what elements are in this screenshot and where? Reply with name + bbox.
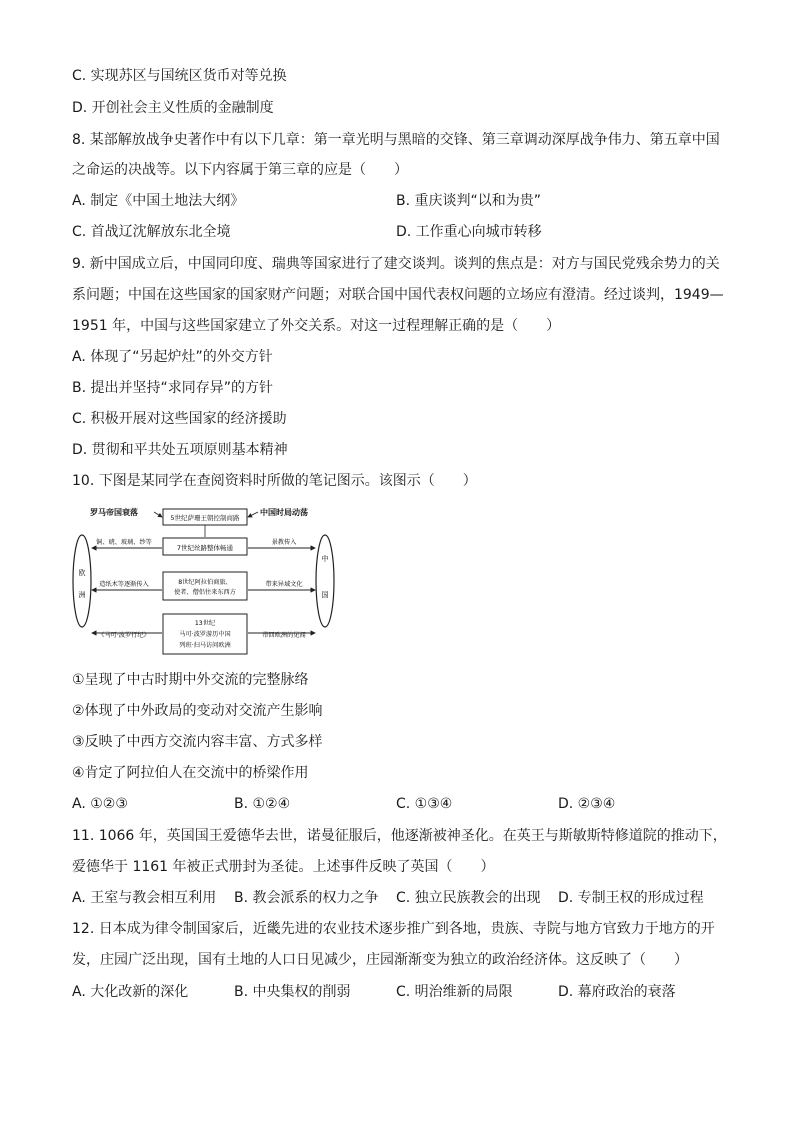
q12-option-b: B. 中央集权的削弱 xyxy=(234,984,351,1000)
diagram-box-13c-line1: 13世纪 xyxy=(194,620,216,627)
q12-options-row xyxy=(72,982,732,1002)
q8-options-row1 xyxy=(72,191,732,211)
q8-option-a: A. 制定《中国土地法大纲》 xyxy=(72,193,245,209)
q11-option-a: A. 王室与教会相互利用 xyxy=(72,890,217,906)
diagram-china-oval xyxy=(316,535,334,627)
q8-options-row2 xyxy=(72,222,732,242)
diagram-right-label-2: 带来异域文化 xyxy=(265,581,303,588)
q9-stem-line3: 1951 年，中国与这些国家建立了外交关系。对这一过程理解正确的是（ ） xyxy=(72,318,561,334)
q9-stem-line2: 系问题；中国在这些国家的国家财产问题；对联合国中国代表权问题的立场应有澄清。经过谈判，1949— xyxy=(72,287,724,303)
q11-options-row xyxy=(72,888,732,908)
q10-stem: 10. 下图是某同学在查阅资料时所做的笔记图示。该图示（ ） xyxy=(72,473,477,489)
q12-stem-line2: 发，庄园广泛出现，国有土地的人口日见减少，庄园渐渐变为独立的政治经济体。这反映了（ ） xyxy=(72,952,688,968)
q9-stem-line1: 9. 新中国成立后，中国同印度、瑞典等国家进行了建交谈判。谈判的焦点是：对方与国民党残余势力的关 xyxy=(72,256,720,272)
diagram-europe-oval xyxy=(73,535,91,627)
diagram-box-7c-text: 7世纪丝路整体畅通 xyxy=(176,544,234,552)
q12-option-c: C. 明治维新的局限 xyxy=(396,984,513,1000)
diagram-right-label-1: 景教传入 xyxy=(271,539,297,546)
q10-option-b: B. ①②④ xyxy=(234,796,291,812)
q8-option-d: D. 工作重心向城市转移 xyxy=(396,224,542,240)
q11-option-b: B. 教会派系的权力之争 xyxy=(234,890,379,906)
q9-option-c: C. 积极开展对这些国家的经济援助 xyxy=(72,411,287,427)
diagram-china-char2: 国 xyxy=(321,591,329,599)
q10-diagram xyxy=(72,503,336,659)
diagram-top-box: 5世纪萨珊王朝控制商路 xyxy=(170,514,240,522)
q9-option-b: B. 提出并坚持“求同存异”的方针 xyxy=(72,380,274,396)
q9-option-d: D. 贯彻和平共处五项原则基本精神 xyxy=(72,442,288,458)
q12-stem-line1: 12. 日本成为律令制国家后，近畿先进的农业技术逐步推广到各地，贵族、寺院与地方官致力于地方的开 xyxy=(72,921,715,937)
q11-option-d: D. 专制王权的形成过程 xyxy=(558,890,704,906)
diagram-left-label-3: 《马可·波罗行纪》 xyxy=(98,632,150,639)
diagram-box-8c-line2: 使者、僧侣往来东西方 xyxy=(174,589,236,596)
diagram-europe-char2: 洲 xyxy=(78,591,86,599)
diagram-china-char1: 中 xyxy=(321,555,329,563)
q10-option-d: D. ②③④ xyxy=(558,796,616,812)
q10-options-row xyxy=(72,794,732,814)
q8-stem-line1: 8. 某部解放战争史著作中有以下几章：第一章光明与黑暗的交锋、第三章调动深厚战争伟力、第五章中国 xyxy=(72,132,720,148)
diagram-left-label-1: 铜、琥、玻璃、纱等 xyxy=(96,539,152,546)
q10-statement-3: ③反映了中西方交流内容丰富、方式多样 xyxy=(72,734,323,750)
q8-option-c: C. 首战辽沈解放东北全境 xyxy=(72,224,231,240)
q10-option-a: A. ①②③ xyxy=(72,796,128,812)
q12-option-a: A. 大化改新的深化 xyxy=(72,984,189,1000)
diagram-box-13c-line2: 马可·波罗游历中国 xyxy=(179,631,231,638)
q9-option-a: A. 体现了“另起炉灶”的外交方针 xyxy=(72,349,273,365)
diagram-box-13c-line3: 列班·扫马访问欧洲 xyxy=(179,642,231,649)
q8-option-b: B. 重庆谈判“以和为贵” xyxy=(396,193,542,209)
q8-stem-line2: 之命运的决战等。以下内容属于第三章的应是（ ） xyxy=(72,162,408,178)
q10-statement-2: ②体现了中外政局的变动对交流产生影响 xyxy=(72,703,323,719)
q10-statement-4: ④肯定了阿拉伯人在交流中的桥梁作用 xyxy=(72,765,309,781)
q10-statement-1: ①呈现了中古时期中外交流的完整脉络 xyxy=(72,672,309,688)
q12-option-d: D. 幕府政治的衰落 xyxy=(558,984,676,1000)
diagram-right-label-3: 带回欧洲的见闻 xyxy=(262,632,306,639)
q11-stem-line1: 11. 1066 年，英国国王爱德华去世，诺曼征服后，他逐渐被神圣化。在英王与斯敏斯特修道院的推动下， xyxy=(72,828,727,844)
q11-stem-line2: 爱德华于 1161 年被正式册封为圣徒。上述事件反映了英国（ ） xyxy=(72,859,495,875)
diagram-right-header: 中国时局动荡 xyxy=(260,508,308,517)
q7-option-c: C. 实现苏区与国统区货币对等兑换 xyxy=(72,68,287,84)
diagram-left-label-2: 造纸术等逐渐传入 xyxy=(99,581,149,588)
q10-option-c: C. ①③④ xyxy=(396,796,453,812)
q11-option-c: C. 独立民族教会的出现 xyxy=(396,890,541,906)
diagram-left-header: 罗马帝国衰落 xyxy=(90,508,138,517)
q7-option-d: D. 开创社会主义性质的金融制度 xyxy=(72,100,274,116)
diagram-europe-char1: 欧 xyxy=(78,569,86,577)
diagram-box-8c-line1: 8世纪阿拉伯商旅、 xyxy=(178,579,232,586)
